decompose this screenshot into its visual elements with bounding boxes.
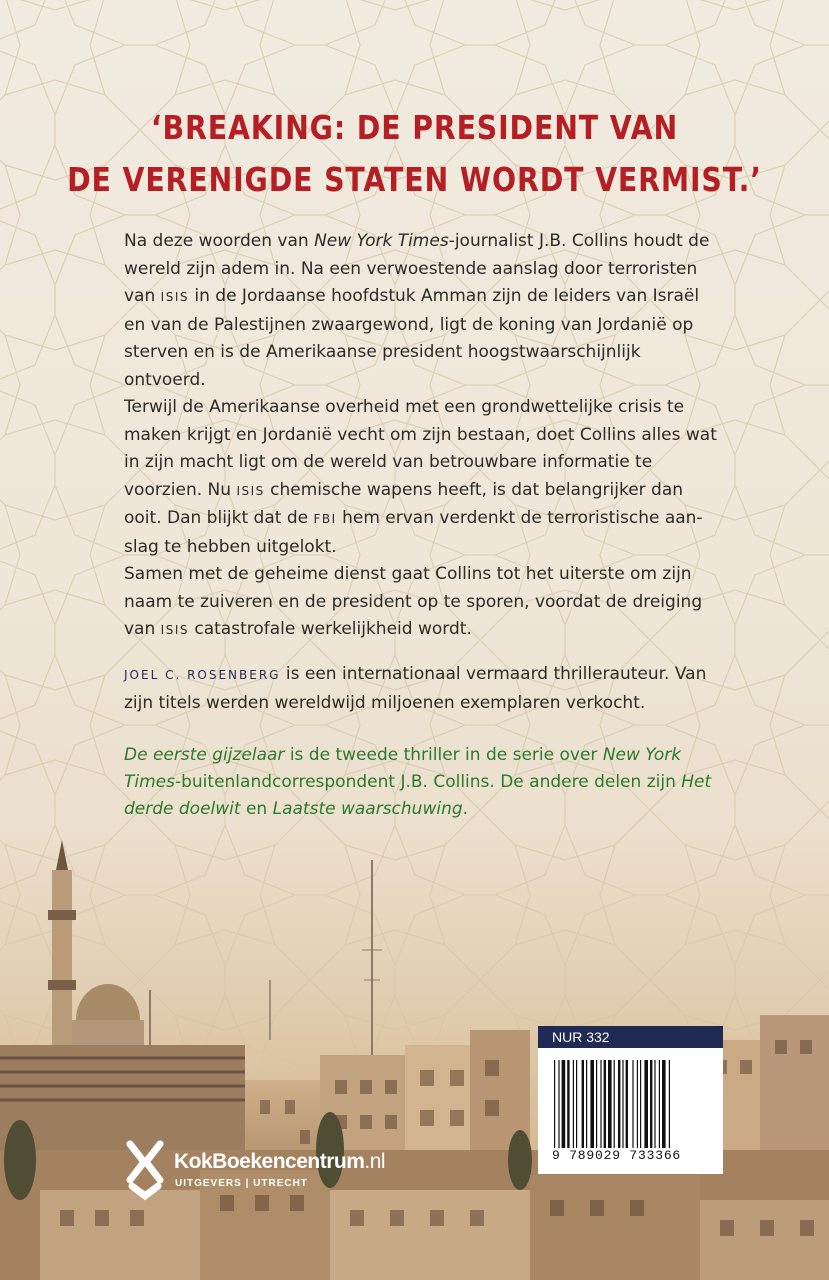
blurb-isis: ISIS: [160, 623, 189, 637]
isbn-number: 9 789029 733366: [552, 1148, 682, 1163]
series-book-3: Laatste waarschuwing: [272, 799, 463, 819]
author-bio-text: is een internationaal vermaard thrillerauteur. Van zijn titels werden wereldwijd miljoenen exemplaren verkocht.: [124, 664, 707, 713]
series-text: is de tweede thriller in de serie over: [284, 745, 603, 765]
series-info: [124, 742, 734, 823]
series-book-2: Het derde doelwit: [124, 772, 712, 819]
publisher-logo-mark-icon: [122, 1138, 168, 1202]
blurb: [124, 228, 724, 645]
publisher-name: [174, 1150, 385, 1174]
blurb-paragraph-2: [124, 394, 724, 561]
publisher-logo: [122, 1138, 386, 1208]
series-text: .: [462, 799, 469, 819]
blurb-isis: ISIS: [160, 290, 189, 304]
blurb-fbi: FBI: [313, 512, 337, 526]
blurb-newspaper-title: New York Times: [314, 231, 449, 251]
author-bio: [124, 660, 734, 717]
publisher-subtitle: UITGEVERS | UTRECHT: [175, 1178, 308, 1189]
blurb-text: -journalist J.B. Collins houdt de wereld zijn adem in. Na een verwoestende aanslag door terroristen van: [124, 231, 710, 306]
blurb-text: catastrofale werkelijkheid wordt.: [188, 619, 472, 639]
headline-line-2: DE VERENIGDE STATEN WORDT VERMIST.’: [67, 160, 762, 199]
blurb-text: Samen met de geheime dienst gaat Collins tot het uiterste om zijn naam te zuiveren en de president op te sporen, voordat de dreiging van: [124, 564, 703, 639]
blurb-paragraph-1: [124, 228, 724, 394]
series-book-title: De eerste gijzelaar: [124, 745, 285, 765]
blurb-text: chemische wapens heeft, is dat belangrijker dan ooit. Dan blijkt dat de: [124, 479, 684, 528]
nur-code-bar: [538, 1026, 723, 1048]
blurb-paragraph-3: [124, 561, 724, 645]
series-newspaper-title: New York Times: [124, 745, 682, 792]
series-text: -buitenlandcorrespondent J.B. Collins. De andere delen zijn: [174, 772, 682, 792]
author-name: JOEL C. ROSENBERG: [124, 668, 281, 682]
nur-code: NUR 332: [552, 1029, 610, 1045]
headline: [58, 102, 771, 206]
blurb-isis: ISIS: [236, 483, 265, 498]
blurb-text: in de Jordaanse hoofdstuk Amman zijn de leiders van Israël en van de Palestijnen zwaargewond, ligt de koning van Jordanië op sterven en is de Amerikaanse president hoogstwaarschijnlijk ontvoerd.: [124, 286, 700, 390]
blurb-text: hem ervan verdenkt de terroristische aanslag te hebben uitgelokt.: [124, 508, 703, 557]
publisher-name-text: KokBoekencentrum: [174, 1150, 365, 1173]
series-text: en: [240, 799, 273, 819]
isbn-barcode: [552, 1060, 710, 1150]
publisher-domain-suffix: .nl: [364, 1150, 386, 1173]
headline-line-1: ‘BREAKING: DE PRESIDENT VAN: [150, 108, 679, 147]
blurb-text: Na deze woorden van: [124, 231, 315, 251]
barcode-box: [538, 1048, 723, 1174]
blurb-text: Terwijl de Amerikaanse overheid met een grondwettelijke crisis te maken krijgt en Jordanië vecht om zijn bestaan, doet Collins alles wat in zijn macht ligt om de wereld van betrouwbare informatie te voorzien. Nu: [124, 397, 717, 500]
